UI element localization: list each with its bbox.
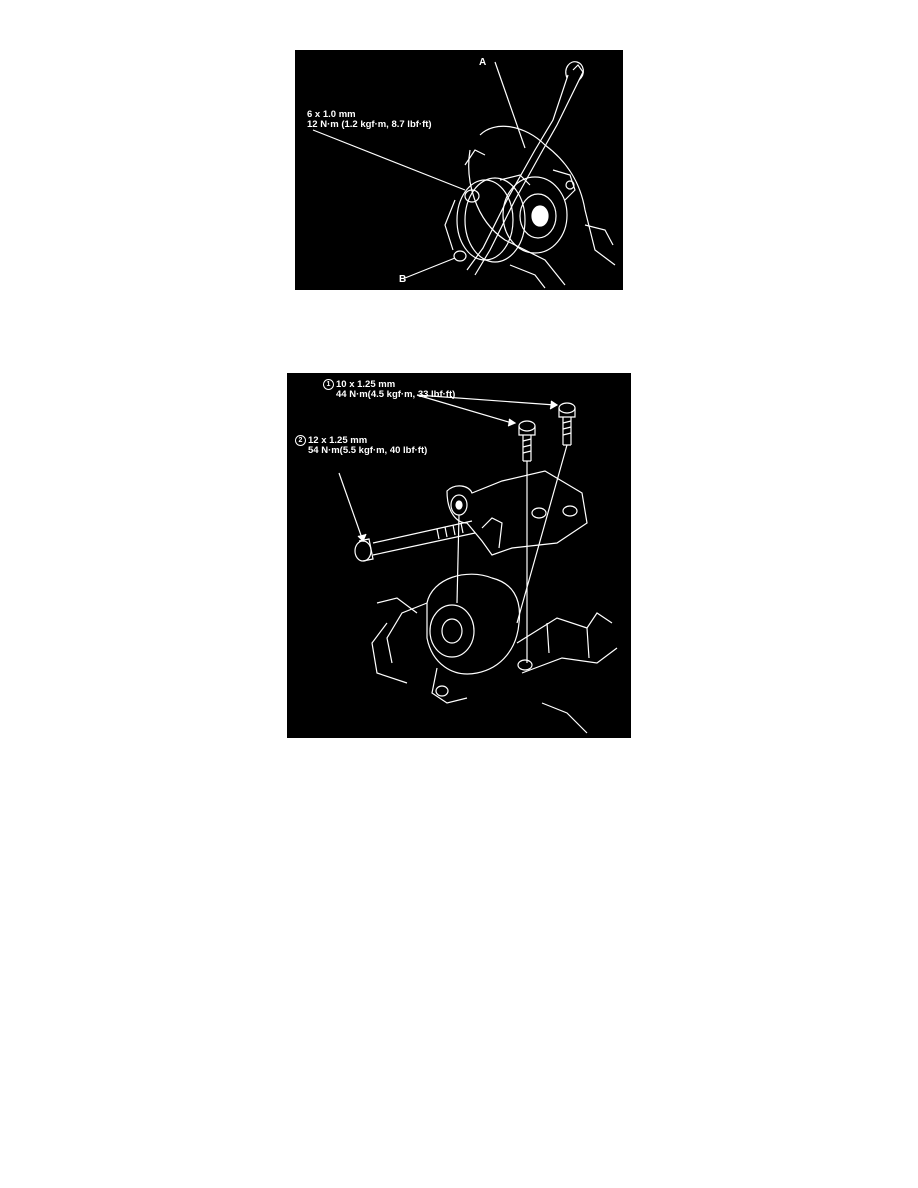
bolt-1-size: 10 x 1.25 mm xyxy=(336,379,396,391)
callout-marker-2: 2 xyxy=(295,435,306,446)
bolt-callout xyxy=(307,110,432,130)
bolt-1-callout xyxy=(323,379,455,400)
bolt-torque: 12 N·m (1.2 kgf·m, 8.7 lbf·ft) xyxy=(307,119,432,130)
bolt-1-torque: 44 N·m(4.5 kgf·m, 33 lbf·ft) xyxy=(336,389,456,401)
callout-marker-1: 1 xyxy=(323,379,334,390)
figure-engine-mount xyxy=(287,373,631,738)
dipstick-pulley-illustration xyxy=(295,50,623,290)
bolt-2-size: 12 x 1.25 mm xyxy=(308,435,368,447)
bolt-2-torque: 54 N·m(5.5 kgf·m, 40 lbf·ft) xyxy=(308,445,428,457)
bolt-2-callout xyxy=(295,435,427,456)
figure-dipstick-pulley xyxy=(295,50,623,290)
label-a: A xyxy=(479,57,487,68)
label-b: B xyxy=(399,274,407,285)
engine-mount-illustration xyxy=(287,373,631,738)
bolt-size: 6 x 1.0 mm xyxy=(307,109,356,120)
